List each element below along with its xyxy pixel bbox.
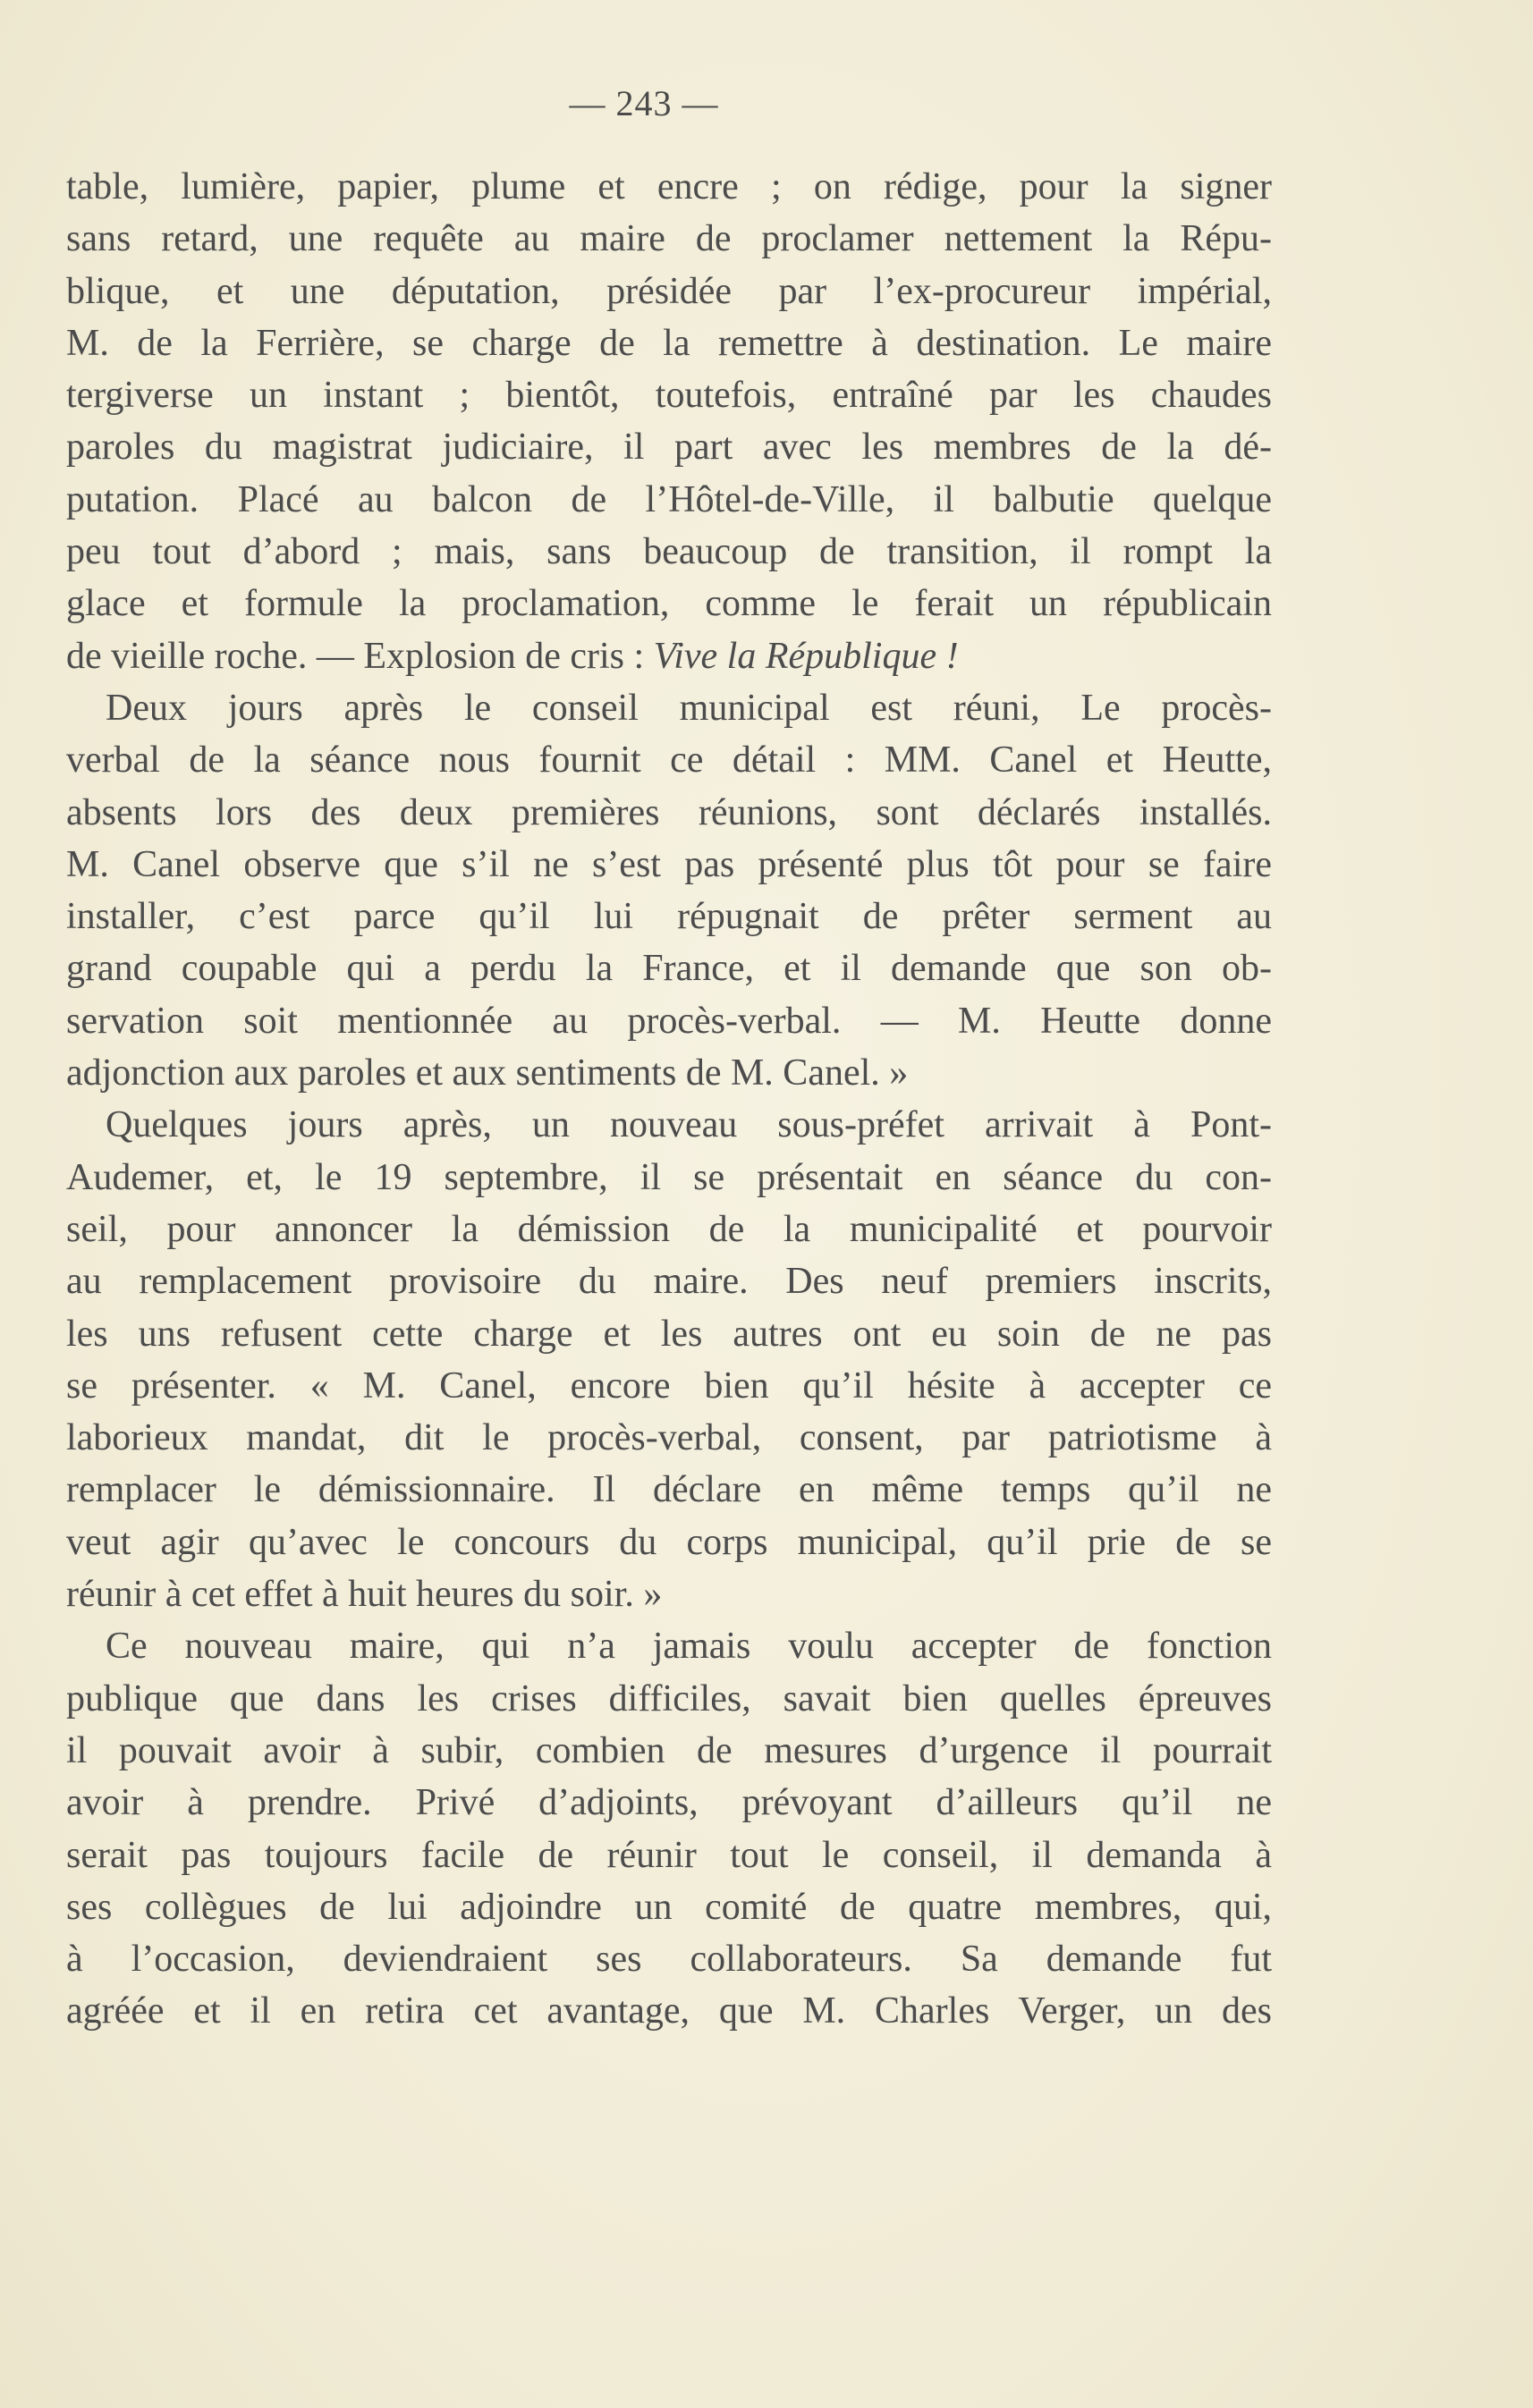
body-text	[66, 161, 1272, 2038]
text-line-content: Deux jours après le conseil municipal est réuni, Le procès-	[106, 687, 1272, 729]
text-line	[66, 1829, 1272, 1881]
text-line-content: laborieux mandat, dit le procès-verbal, consent, par patriotisme à	[66, 1417, 1272, 1459]
text-line-content: Audemer, et, le 19 septembre, il se présentait en séance du con-	[66, 1156, 1272, 1198]
text-line-content: absents lors des deux premières réunions, sont déclarés installés.	[66, 791, 1272, 833]
text-line-content: blique, et une députation, présidée par l’ex-procureur impérial,	[66, 270, 1272, 312]
text-line-content: réunir à cet effet à huit heures du soir. »	[66, 1574, 663, 1616]
text-line	[66, 1725, 1272, 1777]
text-line	[66, 1204, 1272, 1255]
text-line	[66, 682, 1272, 734]
text-line-content: verbal de la séance nous fournit ce détail : MM. Canel et Heutte,	[66, 739, 1272, 782]
text-line-content: serait pas toujours facile de réunir tout le conseil, il demanda à	[66, 1834, 1272, 1876]
text-line	[66, 942, 1272, 994]
text-line	[66, 630, 1272, 682]
text-line	[66, 1360, 1272, 1412]
text-line-content: de vieille roche. — Explosion de cris :	[66, 635, 654, 677]
text-line	[66, 161, 1272, 213]
text-line-content: installer, c’est parce qu’il lui répugnait de prêter serment au	[66, 896, 1272, 938]
text-line-content: ses collègues de lui adjoindre un comité de quatre membres, qui,	[66, 1886, 1272, 1928]
italic-exclamation: Vive la République !	[653, 635, 959, 677]
text-line-content: glace et formule la proclamation, comme le ferait un républicain	[66, 583, 1272, 625]
text-line	[66, 734, 1272, 786]
text-line	[66, 317, 1272, 369]
text-line-content: publique que dans les crises difficiles, savait bien quelles épreuves	[66, 1677, 1272, 1719]
text-line	[66, 213, 1272, 265]
text-line	[66, 1568, 1272, 1620]
text-line-content: servation soit mentionnée au procès-verbal. — M. Heutte donne	[66, 1000, 1272, 1042]
text-line-content: paroles du magistrat judiciaire, il part avec les membres de la dé-	[66, 427, 1272, 469]
text-line-content: adjonction aux paroles et aux sentiments de M. Canel. »	[66, 1052, 909, 1094]
text-line-content: veut agir qu’avec le concours du corps municipal, qu’il prie de se	[66, 1521, 1272, 1563]
text-line	[66, 1933, 1272, 1985]
text-line	[66, 1673, 1272, 1725]
text-line-content: agréée et il en retira cet avantage, que M. Charles Verger, un des	[66, 1990, 1272, 2032]
text-line	[66, 578, 1272, 629]
text-line-content: il pouvait avoir à subir, combien de mesures d’urgence il pourrait	[66, 1729, 1272, 1771]
text-line-content: seil, pour annoncer la démission de la municipalité et pourvoir	[66, 1208, 1272, 1250]
text-line	[66, 474, 1272, 526]
text-line	[66, 1517, 1272, 1568]
text-line	[66, 266, 1272, 317]
text-line	[66, 891, 1272, 942]
text-line	[66, 1412, 1272, 1464]
text-line-content: avoir à prendre. Privé d’adjoints, prévoyant d’ailleurs qu’il ne	[66, 1782, 1272, 1824]
text-line-content: se présenter. « M. Canel, encore bien qu’il hésite à accepter ce	[66, 1365, 1272, 1407]
text-line	[66, 1985, 1272, 2037]
text-line	[66, 839, 1272, 891]
page-number: — 243 —	[569, 83, 719, 123]
text-line-content: Ce nouveau maire, qui n’a jamais voulu accepter de fonction	[106, 1626, 1272, 1668]
text-line-content: tergiverse un instant ; bientôt, toutefois, entraîné par les chaudes	[66, 375, 1272, 417]
text-line-content: à l’occasion, deviendraient ses collaborateurs. Sa demande fut	[66, 1939, 1272, 1981]
text-line	[66, 1047, 1272, 1099]
text-line-content: grand coupable qui a perdu la France, et il demande que son ob-	[66, 948, 1272, 990]
text-line	[66, 526, 1272, 578]
text-line-content: les uns refusent cette charge et les autres ont eu soin de ne pas	[66, 1313, 1272, 1355]
text-line	[66, 1620, 1272, 1672]
text-line	[66, 421, 1272, 473]
text-line	[66, 1464, 1272, 1516]
text-line	[66, 1308, 1272, 1360]
text-line	[66, 1881, 1272, 1933]
text-line-content: remplacer le démissionnaire. Il déclare en même temps qu’il ne	[66, 1469, 1272, 1511]
text-line	[66, 1152, 1272, 1204]
text-line-content: table, lumière, papier, plume et encre ; on rédige, pour la signer	[66, 166, 1272, 207]
text-line	[66, 369, 1272, 421]
text-line	[66, 1099, 1272, 1151]
text-line-content: M. de la Ferrière, se charge de la remettre à destination. Le maire	[66, 322, 1272, 364]
text-line-content: Quelques jours après, un nouveau sous-préfet arrivait à Pont-	[106, 1104, 1272, 1146]
text-line	[66, 1777, 1272, 1829]
text-line-content: sans retard, une requête au maire de proclamer nettement la Répu-	[66, 218, 1272, 260]
text-line-content: au remplacement provisoire du maire. Des neuf premiers inscrits,	[66, 1261, 1272, 1303]
text-line	[66, 787, 1272, 839]
text-line-content: putation. Placé au balcon de l’Hôtel-de-Ville, il balbutie quelque	[66, 478, 1272, 520]
text-line	[66, 995, 1272, 1047]
text-line	[66, 1255, 1272, 1307]
text-line-content: M. Canel observe que s’il ne s’est pas présenté plus tôt pour se faire	[66, 843, 1272, 885]
text-line-content: peu tout d’abord ; mais, sans beaucoup de transition, il rompt la	[66, 531, 1272, 573]
